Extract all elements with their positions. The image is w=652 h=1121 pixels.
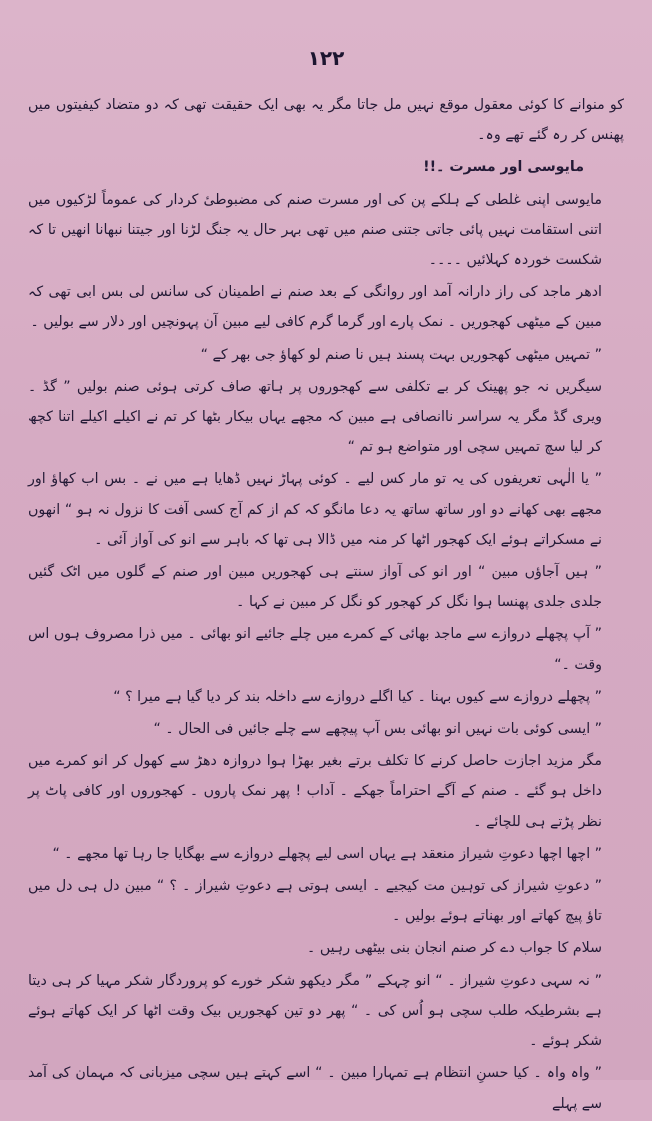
paragraph-6: سیگریں نہ جو پھینک کر بے تکلفی سے کھجوروں پر ہاتھ صاف کرتی ہوئی صنم بولیں ” گڈ ۔ ویری گڈ مگر یہ سراسر ناانصافی ہے مبین کہ مجھے یہاں بیکار بٹھا کر تم نے اکیلے اکیلے اتنا کچھ کر لیا سچ تمہیں سچی اور متواضع ہو تم “ bbox=[28, 378, 602, 456]
paragraph-14: ” دعوتِ شیراز کی توہین مت کیجیے ۔ ایسی ہوتی ہے دعوتِ شیراز ۔ ؟ “ مبین دل ہی دل میں تاؤ پیچ کھاتے اور بھناتے ہوئے بولیں ۔ bbox=[28, 878, 602, 925]
paragraph-7: ” یا الٰہی تعریفوں کی یہ تو مار کس لیے ۔ کوئی پہاڑ نہیں ڈھایا ہے میں نے ۔ بس اب کھاؤ اور مجھے بھی کھانے دو اور ساتھ ساتھ یہ دعا مانگو کہ کم از کم آج کسی آفت کا نزول نہ ہو “ انھوں نے مسکراتے ہوئے ایک کھجور اٹھا کر منہ میں ڈالا ہی تھا کہ باہر سے انو کی آواز آئی ۔ bbox=[28, 471, 602, 548]
page-number: ۱۲۲ bbox=[307, 46, 345, 70]
paragraph-2: مایوسی اور مسرت ۔!! bbox=[423, 159, 584, 176]
paragraph-16: ” نہ سہی دعوتِ شیراز ۔ “ انو چہکے ” مگر دیکھو شکر خورے کو پروردگار شکر مہیا کر ہی دیتا ہے بشرطیکہ طلب سچی ہو اُس کی ۔ “ پھر دو تین کھجوریں بیک وقت اٹھا کر ایک کھاتے ہوئے شکر ہوئے ۔ bbox=[28, 972, 602, 1050]
paragraph-9: ” آپ پچھلے دروازے سے ماجد بھائی کے کمرے میں چلے جائیے انو بھائی ۔ میں ذرا مصروف ہوں اس وقت ۔“ bbox=[28, 626, 602, 673]
paragraph-10: ” پچھلے دروازے سے کیوں بہنا ۔ کیا اگلے دروازے سے داخلہ بند کر دیا گیا ہے میرا ؟ “ bbox=[113, 688, 602, 705]
paragraph-15: سلام کا جواب دے کر صنم انجان بنی بیٹھی رہیں ۔ bbox=[307, 940, 602, 957]
paragraph-12: مگر مزید اجازت حاصل کرنے کا تکلف برتے بغیر بھڑا ہوا دروازہ دھڑ سے کھول کر انو کمرے میں داخل ہو گئے ۔ صنم کے آگے احتراماً جھکے ۔ آداب ! پھر نمک پاروں ۔ کھجوروں اور کافی پاٹ پر نظر پڑتے ہی للچائے ۔ bbox=[28, 753, 602, 830]
page-text bbox=[28, 90, 624, 1121]
paragraph-5: ” تمہیں میٹھی کھجوریں بہت پسند ہیں نا صنم لو کھاؤ جی بھر کے “ bbox=[200, 346, 602, 363]
paragraph-4: ادھر ماجد کی راز دارانہ آمد اور روانگی کے بعد صنم نے اطمینان کی سانس لی بس ابی تھی کہ مبین کے میٹھی کھجوریں ۔ نمک پارے اور گرما گرم کافی لیے مبین آن پہونچیں اور دلار سے بولیں ۔ bbox=[28, 284, 602, 331]
paragraph-1: کو منوانے کا کوئی معقول موقع نہیں مل جاتا مگر یہ بھی ایک حقیقت تھی کہ دو متضاد کیفیتوں میں پھنس کر رہ گئے تھے وہ۔ bbox=[28, 97, 624, 144]
paragraph-13: ” اچھا اچھا دعوتِ شیراز منعقد ہے یہاں اسی لیے پچھلے دروازے سے بھگایا جا رہا تھا مجھے ۔ “ bbox=[52, 845, 602, 862]
paragraph-11: ” ایسی کوئی بات نہیں انو بھائی بس آپ پیچھے سے چلے جائیں فی الحال ۔ “ bbox=[153, 721, 602, 738]
paragraph-8: ” ہیں آجاؤں مبین “ اور انو کی آواز سنتے ہی کھجوریں مبین اور صنم کے گلوں میں اٹک گئیں جلدی جلدی پھنسا ہوا نگل کر کھجور کو نگل کر مبین نے کہا ۔ bbox=[28, 564, 602, 611]
paragraph-3: مایوسی اپنی غلطی کے ہلکے پن کی اور مسرت صنم کی مضبوطیٔ کردار کی عموماً لڑکیوں میں اتنی استقامت نہیں پائی جاتی جتنی صنم میں تھی بہر حال یہ جنگ لڑنا اور جیتنا نبھانا انھیں تا کہ شکست خوردہ کہلائیں ۔۔۔۔ bbox=[28, 191, 602, 269]
paragraph-17: ” واہ واہ ۔ کیا حسنِ انتظام ہے تمہارا مبین ۔ “ اسے کہتے ہیں سچی میزبانی کہ مہمان کی آمد سے پہلے bbox=[28, 1065, 602, 1112]
